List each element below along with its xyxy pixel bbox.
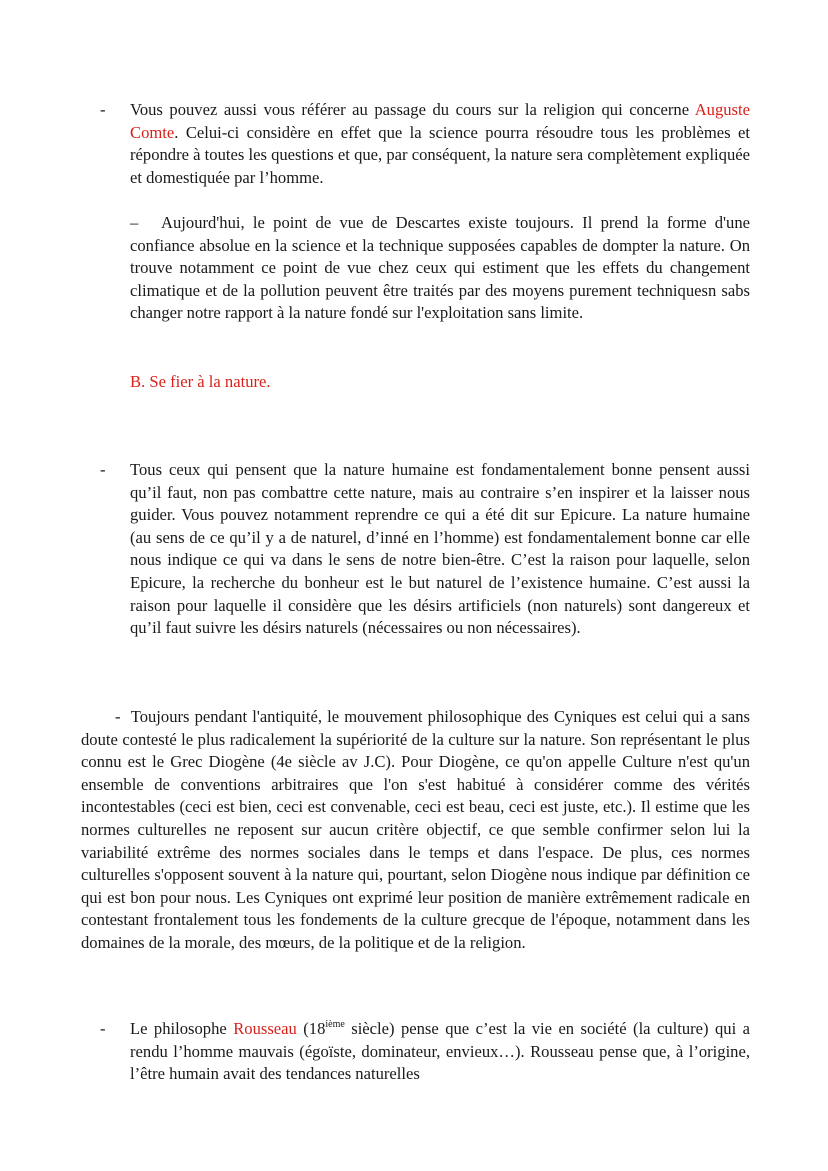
bullet-dash: -: [100, 460, 106, 479]
section-heading-b: B. Se fier à la nature.: [130, 372, 271, 391]
name-highlight-rousseau: Rousseau: [233, 1019, 297, 1038]
paragraph-text: Vous pouvez aussi vous référer au passage du cours sur la religion qui concerne: [130, 100, 695, 119]
paragraph-descartes: [130, 212, 750, 325]
paragraph-text: Aujourd'hui, le point de vue de Descartes existe toujours. Il prend la forme d'une confiance absolue en la science et la technique supposées capables de dompter la nature. On trouve notamment ce point de vue chez ceux qui estiment que les effets du changement climatique et de la pollution peuvent être traités par des moyens purement techniquesn sabs changer notre rapport à la nature fondé sur l'exploitation sans limite.: [130, 213, 750, 323]
paragraph-auguste-comte: [130, 99, 750, 189]
bullet-dash: –: [130, 213, 139, 232]
bullet-dash: -: [100, 1019, 106, 1038]
paragraph-rousseau: [130, 1018, 750, 1086]
paragraph-text: Toujours pendant l'antiquité, le mouvement philosophique des Cyniques est celui qui a sans doute contesté le plus radicalement la supériorité de la culture sur la nature. Son représentant le plus connu est le Grec Diogène (4e siècle av J.C). Pour Diogène, ce qu'on appelle Culture n'est qu'un ensemble de conventions arbitraires que l'on s'est habitué à considérer comme des vérités incontestables (ceci est bien, ceci est convenable, ceci est beau, ceci est juste, etc.). Il estime que les normes culturelles ne reposent sur aucun critère objectif, ce que semble confirmer selon lui la variabilité extrême des normes sociales dans le temps et dans l'espace. De plus, ces normes culturelles s'opposent souvent à la nature qui, pourtant, selon Diogène nous indique par définition ce qui est bon pour nous. Les Cyniques ont exprimé leur position de manière extrêmement radicale en contestant frontalement tous les fondements de la culture grecque de l'époque, notamment dans les domaines de la morale, des mœurs, de la politique et de la religion.: [81, 707, 751, 952]
paragraph-text: Le philosophe: [130, 1019, 234, 1038]
century-superscript: ième: [325, 1019, 345, 1030]
paragraph-text: . Celui-ci considère en effet que la science pourra résoudre tous les problèmes et répondre à toutes les questions et que, par conséquent, la nature sera complètement expliquée et domestiquée par l’homme.: [130, 122, 750, 187]
name-highlight-auguste-comte: Auguste Comte: [130, 100, 750, 142]
paragraph-cyniques: [81, 706, 750, 955]
paragraph-epicure: Tous ceux qui pensent que la nature humaine est fondamentalement bonne pensent aussi qu’il faut, non pas combattre cette nature, mais au contraire s’en inspirer et la laisser nous guider. Vous pouvez notamment reprendre ce qui a été dit sur Epicure. La nature humaine (au sens de ce qu’il y a de naturel, d’inné en l’homme) est fondamentalement bonne car elle nous indique ce qui va dans le sens de notre bien-être. C’est la raison pour laquelle, selon Epicure, la recherche du bonheur est le but naturel de l’existence humaine. C’est aussi la raison pour laquelle il considère que les désirs artificiels (non naturels) sont dangereux et qu’il faut suivre les désirs naturels (nécessaires ou non nécessaires).: [130, 460, 750, 638]
century-text: (18: [296, 1019, 326, 1038]
bullet-dash: -: [100, 100, 106, 119]
paragraph-text: siècle) pense que c’est la vie en société (la culture) qui a rendu l’homme mauvais (égoïste, dominateur, envieux…). Rousseau pense que, à l’origine, l’être humain avait des tendances naturelles: [130, 1019, 751, 1084]
bullet-dash: -: [115, 707, 121, 726]
